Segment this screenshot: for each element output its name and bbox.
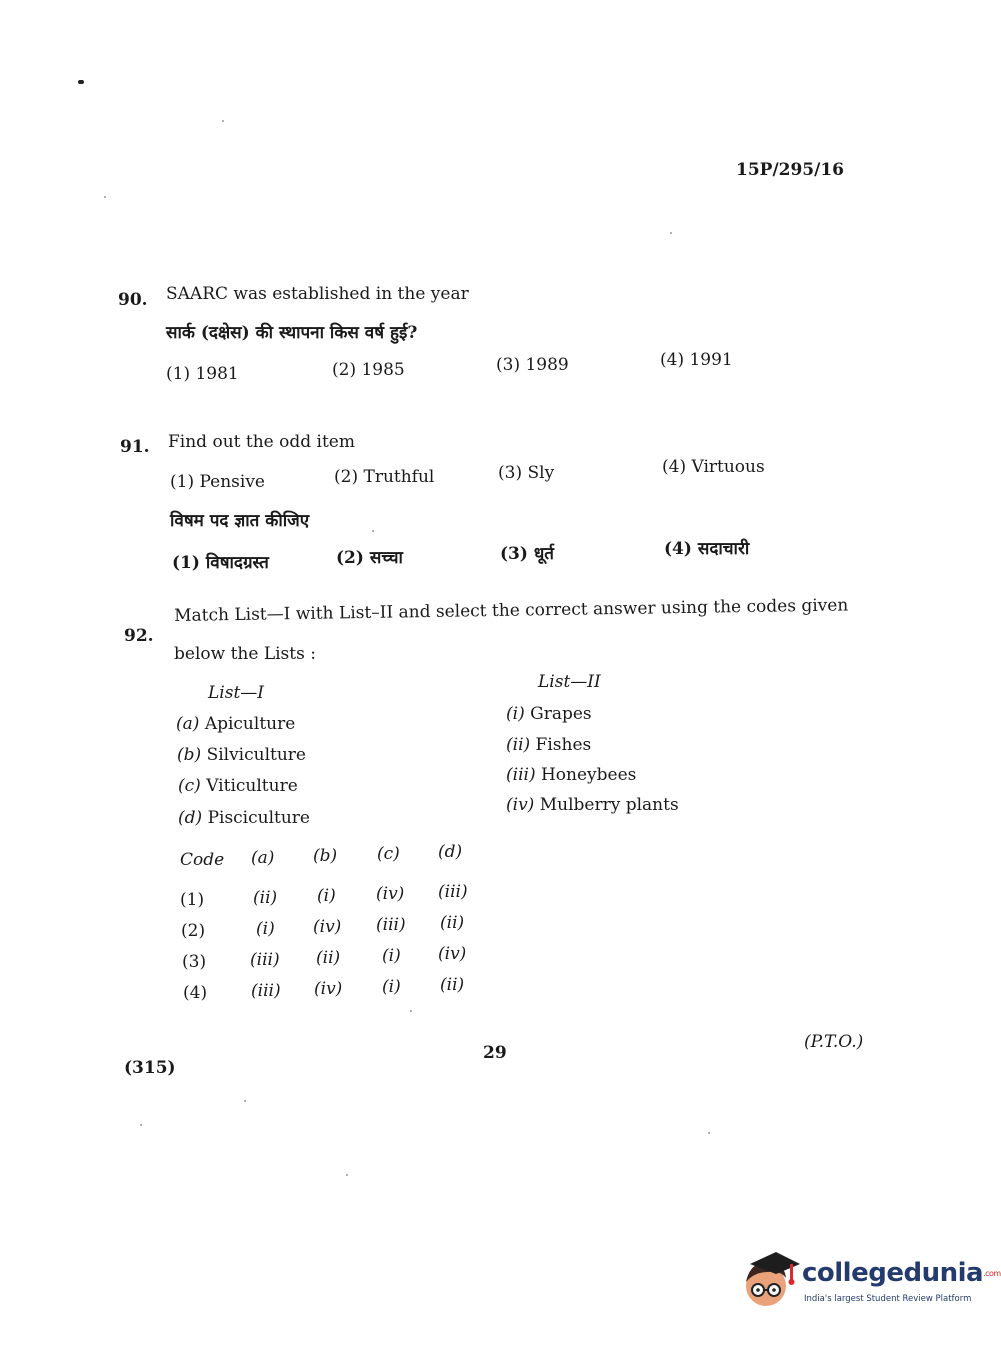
codes-cell: (i) (317, 886, 336, 906)
option: (4) 1991 (660, 350, 733, 370)
codes-header-cell: (d) (438, 842, 463, 862)
list-item: (iv) Mulberry plants (506, 795, 679, 815)
codes-cell: (i) (382, 946, 401, 966)
codes-header-cell: (c) (377, 844, 400, 864)
option-hi: (2) सच्चा (336, 548, 403, 568)
list-item: (c) Viticulture (178, 776, 298, 796)
codes-cell: (iii) (376, 915, 406, 935)
question-text-en: Find out the odd item (168, 432, 355, 452)
option-hi: (1) विषादग्रस्त (172, 553, 269, 573)
option-hi: (4) सदाचारी (664, 539, 750, 559)
codes-cell: (ii) (316, 948, 341, 968)
scan-speck (410, 1010, 412, 1012)
paper-code: 15P/295/16 (736, 160, 845, 180)
brand-tagline: India's largest Student Review Platform (804, 1294, 972, 1304)
question-text-line1: Match List—I with List–II and select the correct answer using the codes given (174, 595, 849, 626)
scan-speck (372, 530, 374, 532)
scan-speck (222, 120, 224, 122)
codes-header-cell: (a) (251, 848, 275, 868)
question-text-line2: below the Lists : (174, 644, 316, 664)
question-text-en: SAARC was established in the year (166, 284, 469, 304)
scan-speck (244, 1100, 246, 1102)
codes-cell: (iv) (376, 884, 405, 904)
codes-cell: (iv) (438, 944, 467, 964)
codes-cell: (2) (181, 921, 206, 941)
list-item: (b) Silviculture (177, 745, 306, 765)
codes-cell: (iii) (438, 882, 468, 902)
mascot-icon (740, 1248, 802, 1310)
option: (1) Pensive (170, 472, 265, 492)
question-text-hi: विषम पद ज्ञात कीजिए (170, 511, 310, 531)
list-item: (iii) Honeybees (506, 765, 637, 785)
codes-cell: (3) (182, 952, 207, 972)
codes-cell: (iii) (250, 950, 280, 970)
list-item: (d) Pisciculture (178, 808, 310, 828)
scan-speck (346, 1174, 348, 1176)
codes-header-cell: Code (180, 850, 225, 870)
codes-cell: (ii) (253, 888, 278, 908)
pto-label: (P.T.O.) (804, 1032, 864, 1052)
booklet-series: (315) (124, 1058, 176, 1078)
codes-cell: (4) (183, 983, 208, 1003)
codes-cell: (ii) (440, 913, 465, 933)
scan-speck (140, 1124, 142, 1126)
codes-cell: (i) (256, 919, 275, 939)
scan-mark (78, 80, 84, 84)
list-item: (a) Apiculture (176, 714, 296, 734)
codes-cell: (iv) (313, 917, 342, 937)
question-number: 92. (124, 626, 154, 646)
option: (3) 1989 (496, 355, 569, 375)
page-number: 29 (483, 1043, 507, 1063)
scan-speck (670, 232, 672, 234)
collegedunia-watermark (740, 1246, 1001, 1316)
question-text-hi: सार्क (दक्षेस) की स्थापना किस वर्ष हुई? (166, 323, 418, 343)
question-number: 91. (120, 437, 150, 457)
codes-cell: (ii) (440, 975, 465, 995)
codes-cell: (iv) (314, 979, 343, 999)
codes-cell: (1) (180, 890, 205, 910)
option: (3) Sly (498, 463, 555, 483)
option: (2) Truthful (334, 467, 435, 487)
list-item: (ii) Fishes (506, 735, 592, 755)
codes-cell: (i) (382, 977, 401, 997)
question-number: 90. (118, 290, 148, 310)
option: (4) Virtuous (662, 457, 765, 477)
codes-header-cell: (b) (313, 846, 338, 866)
scan-speck (708, 1132, 710, 1134)
list-item: (i) Grapes (506, 704, 592, 724)
brand-name: collegedunia.com (802, 1258, 1001, 1288)
list1-title: List—I (208, 683, 264, 703)
scan-speck (104, 196, 106, 198)
option: (2) 1985 (332, 360, 405, 380)
codes-cell: (iii) (251, 981, 281, 1001)
option: (1) 1981 (166, 364, 239, 384)
list2-title: List—II (538, 672, 601, 692)
option-hi: (3) धूर्त (500, 544, 554, 564)
